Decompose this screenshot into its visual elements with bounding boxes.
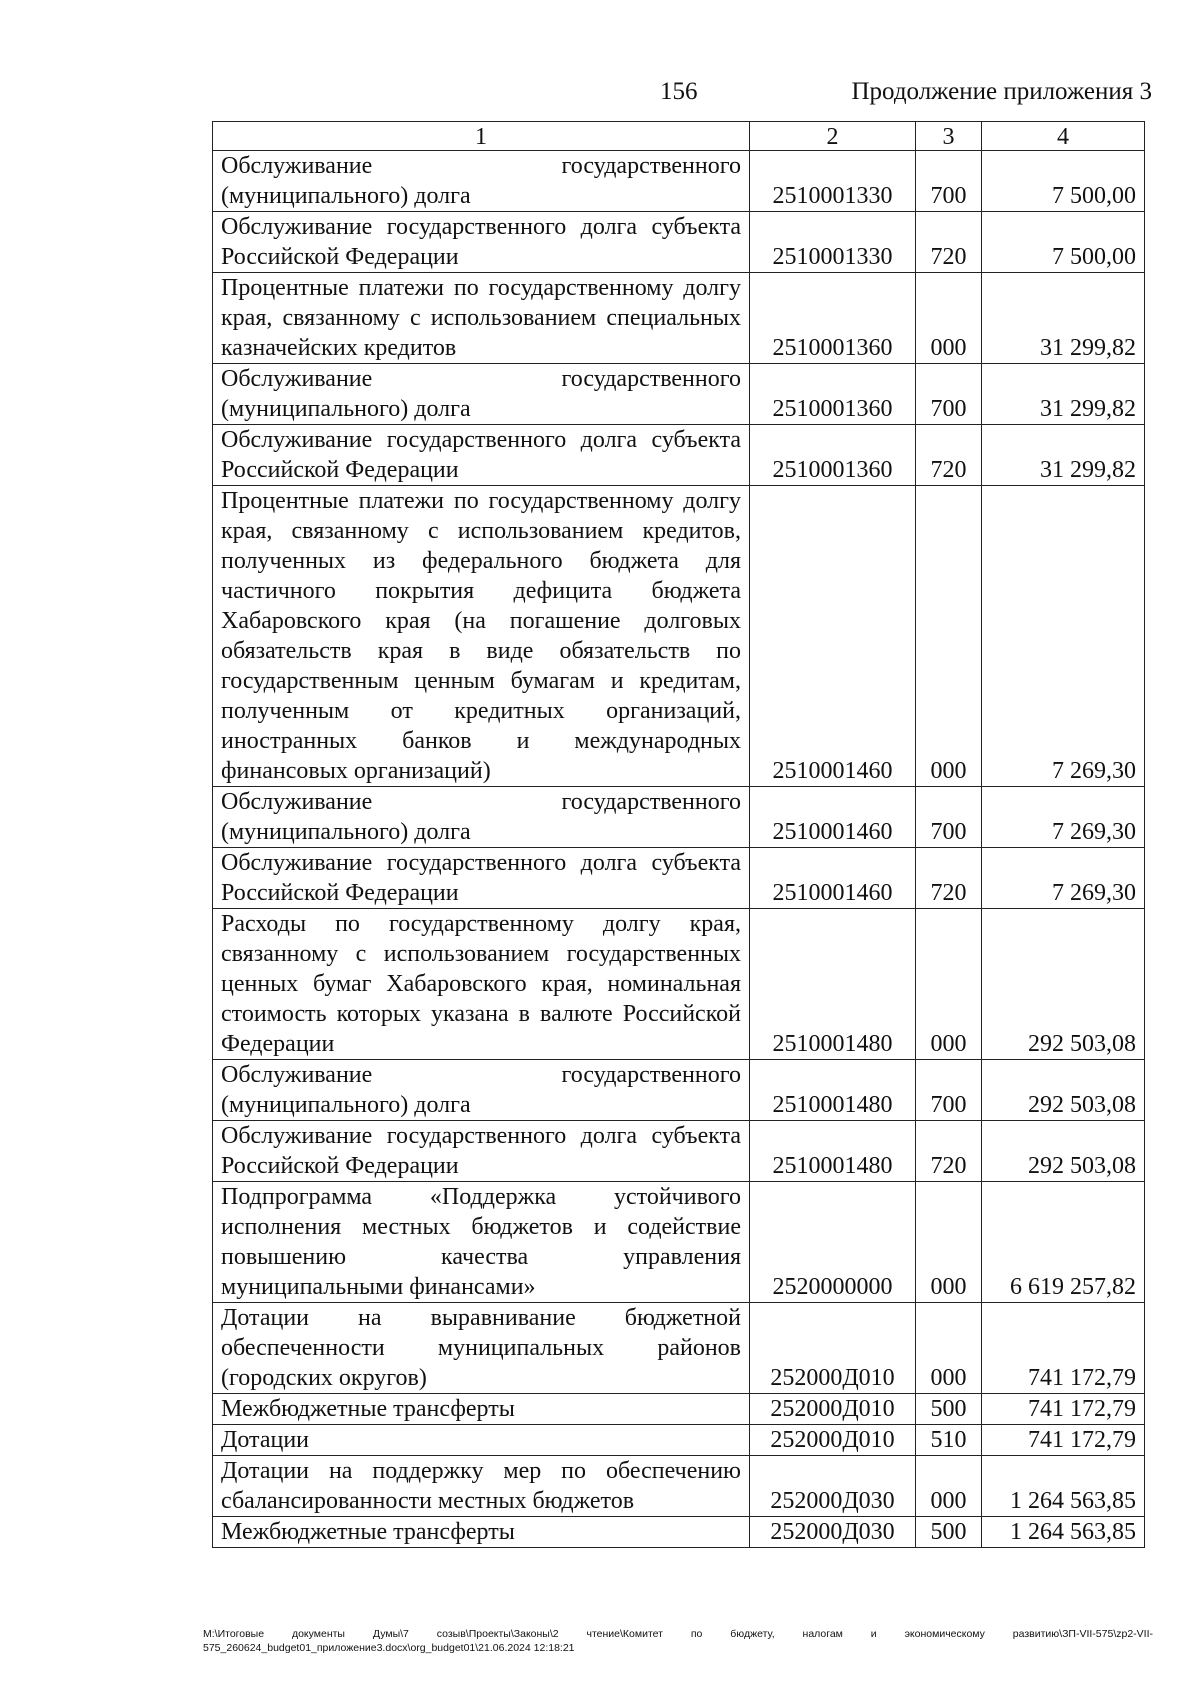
file-path-footer: M:\Итоговые документы Думы\7 созыв\Проекты\Законы\2 чтение\Комитет по бюджету, налогам и экономическому развитию\ЗП-VII-575\zp2-VII-575_260624_budget01_приложение3.docx\org_budget01\21.06.2024 12:18:21 [203, 1628, 1153, 1654]
column-header-1: 1 [213, 122, 750, 151]
row-amount-cell: 31 299,82 [982, 364, 1145, 425]
row-amount-cell: 7 269,30 [982, 486, 1145, 787]
row-name-cell: Дотации на выравнивание бюджетной обеспеченности муниципальных районов (городских округов) [213, 1303, 750, 1394]
row-amount-cell: 741 172,79 [982, 1425, 1145, 1456]
row-name-cell: Обслуживание государственного (муниципального) долга [213, 151, 750, 212]
row-code-cell: 2510001460 [750, 787, 916, 848]
row-name-cell: Обслуживание государственного долга субъекта Российской Федерации [213, 1121, 750, 1182]
table-row [213, 1303, 1145, 1394]
row-name-cell: Обслуживание государственного (муниципального) долга [213, 787, 750, 848]
continuation-caption: Продолжение приложения 3 [851, 78, 1152, 105]
row-name-cell: Межбюджетные трансферты [213, 1517, 750, 1548]
table-row [213, 425, 1145, 486]
row-kind-cell: 000 [916, 486, 982, 787]
table-row [213, 151, 1145, 212]
row-kind-cell: 720 [916, 848, 982, 909]
row-code-cell: 2510001360 [750, 273, 916, 364]
row-kind-cell: 000 [916, 909, 982, 1060]
row-amount-cell: 7 500,00 [982, 151, 1145, 212]
row-amount-cell: 7 269,30 [982, 848, 1145, 909]
table-row [213, 909, 1145, 1060]
table-row [213, 787, 1145, 848]
row-amount-cell: 31 299,82 [982, 273, 1145, 364]
table-row [213, 1121, 1145, 1182]
table-row [213, 486, 1145, 787]
row-kind-cell: 500 [916, 1517, 982, 1548]
row-code-cell: 2520000000 [750, 1182, 916, 1303]
row-kind-cell: 000 [916, 1456, 982, 1517]
row-kind-cell: 720 [916, 425, 982, 486]
row-amount-cell: 1 264 563,85 [982, 1517, 1145, 1548]
row-name-cell: Подпрограмма «Поддержка устойчивого исполнения местных бюджетов и содействие повышению качества управления муниципальными финансами» [213, 1182, 750, 1303]
row-kind-cell: 700 [916, 151, 982, 212]
row-amount-cell: 292 503,08 [982, 909, 1145, 1060]
row-code-cell: 2510001460 [750, 486, 916, 787]
row-kind-cell: 000 [916, 1303, 982, 1394]
row-amount-cell: 292 503,08 [982, 1060, 1145, 1121]
row-amount-cell: 1 264 563,85 [982, 1456, 1145, 1517]
budget-table [212, 121, 1145, 1548]
table-row [213, 1517, 1145, 1548]
row-code-cell: 2510001460 [750, 848, 916, 909]
row-code-cell: 2510001360 [750, 425, 916, 486]
row-code-cell: 2510001330 [750, 151, 916, 212]
row-code-cell: 2510001480 [750, 1060, 916, 1121]
row-code-cell: 252000Д030 [750, 1456, 916, 1517]
row-amount-cell: 31 299,82 [982, 425, 1145, 486]
row-name-cell: Процентные платежи по государственному долгу края, связанному с использованием специальных казначейских кредитов [213, 273, 750, 364]
row-code-cell: 2510001480 [750, 1121, 916, 1182]
column-header-4: 4 [982, 122, 1145, 151]
row-name-cell: Дотации на поддержку мер по обеспечению сбалансированности местных бюджетов [213, 1456, 750, 1517]
table-row [213, 364, 1145, 425]
row-code-cell: 2510001360 [750, 364, 916, 425]
page-number: 156 [660, 78, 698, 105]
table-row [213, 1425, 1145, 1456]
row-kind-cell: 000 [916, 273, 982, 364]
row-kind-cell: 720 [916, 1121, 982, 1182]
table-row [213, 273, 1145, 364]
row-kind-cell: 700 [916, 787, 982, 848]
table-row [213, 1182, 1145, 1303]
row-kind-cell: 720 [916, 212, 982, 273]
table-row [213, 1394, 1145, 1425]
row-kind-cell: 700 [916, 364, 982, 425]
row-name-cell: Расходы по государственному долгу края, связанному с использованием государственных ценных бумаг Хабаровского края, номинальная стоимость которых указана в валюте Российской Федерации [213, 909, 750, 1060]
row-name-cell: Обслуживание государственного долга субъекта Российской Федерации [213, 848, 750, 909]
table-row [213, 1456, 1145, 1517]
row-name-cell: Обслуживание государственного (муниципального) долга [213, 1060, 750, 1121]
row-amount-cell: 741 172,79 [982, 1394, 1145, 1425]
row-kind-cell: 000 [916, 1182, 982, 1303]
row-code-cell: 2510001330 [750, 212, 916, 273]
row-code-cell: 252000Д030 [750, 1517, 916, 1548]
column-header-2: 2 [750, 122, 916, 151]
row-name-cell: Обслуживание государственного (муниципального) долга [213, 364, 750, 425]
table-body [213, 151, 1145, 1548]
table-row [213, 212, 1145, 273]
row-amount-cell: 292 503,08 [982, 1121, 1145, 1182]
row-code-cell: 252000Д010 [750, 1425, 916, 1456]
row-code-cell: 2510001480 [750, 909, 916, 1060]
row-name-cell: Дотации [213, 1425, 750, 1456]
table-row [213, 848, 1145, 909]
row-code-cell: 252000Д010 [750, 1394, 916, 1425]
row-code-cell: 252000Д010 [750, 1303, 916, 1394]
row-amount-cell: 741 172,79 [982, 1303, 1145, 1394]
row-name-cell: Обслуживание государственного долга субъекта Российской Федерации [213, 212, 750, 273]
row-amount-cell: 7 500,00 [982, 212, 1145, 273]
row-name-cell: Процентные платежи по государственному долгу края, связанному с использованием кредитов, полученных из федерального бюджета для частичного покрытия дефицита бюджета Хабаровского края (на погашение долговых обязательств края в виде обязательств по государственным ценным бумагам и кредитам, полученным от кредитных организаций, иностранных банков и международных финансовых организаций) [213, 486, 750, 787]
row-amount-cell: 7 269,30 [982, 787, 1145, 848]
row-name-cell: Межбюджетные трансферты [213, 1394, 750, 1425]
row-kind-cell: 510 [916, 1425, 982, 1456]
row-name-cell: Обслуживание государственного долга субъекта Российской Федерации [213, 425, 750, 486]
row-kind-cell: 700 [916, 1060, 982, 1121]
table-row [213, 1060, 1145, 1121]
table-header-row [213, 122, 1145, 151]
column-header-3: 3 [916, 122, 982, 151]
row-amount-cell: 6 619 257,82 [982, 1182, 1145, 1303]
row-kind-cell: 500 [916, 1394, 982, 1425]
